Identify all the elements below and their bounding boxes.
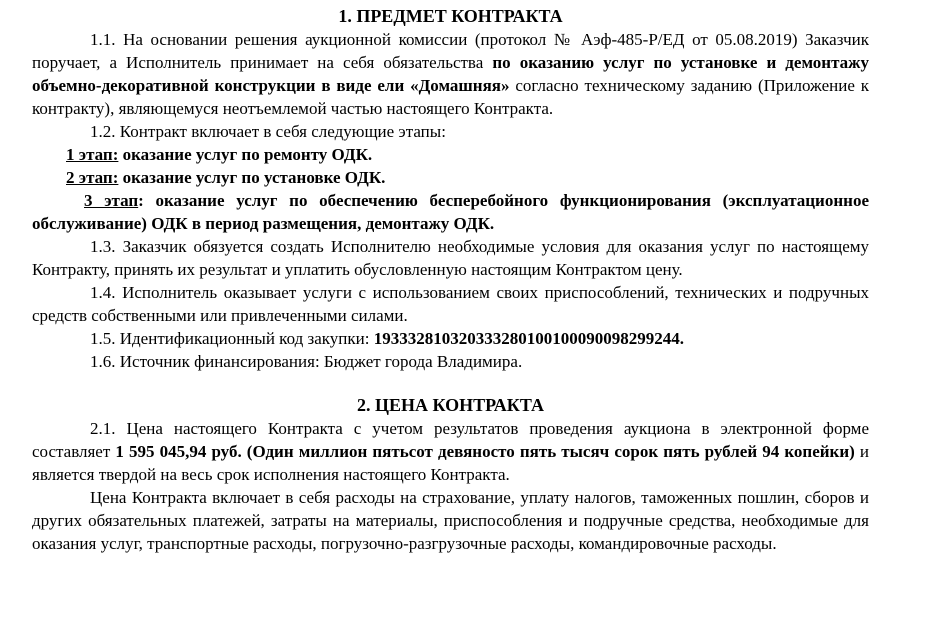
stage-3-label: 3 этап [84,191,139,210]
stage-2-label: 2 этап: [66,168,119,187]
stage-1 [32,143,869,166]
clause-1-1-subject: по оказанию услуг по установке и демонтажу объемно-декоративной конструкции в виде ели «Домашняя» [32,53,869,95]
stage-1-text: оказание услуг по ремонту ОДК. [118,145,373,164]
clause-2-1 [32,417,869,486]
clause-1-1-tail: согласно техническому заданию (Приложение к контракту), являющемуся неотъемлемой частью настоящего Контракта. [32,76,869,118]
contract-price: 1 595 045,94 руб. (Один миллион пятьсот девяносто пять тысяч сорок пять рублей 94 копейки) [115,442,855,461]
clause-2-1-intro: 2.1. Цена настоящего Контракта с учетом результатов проведения аукциона в электронной форме составляет [32,419,869,461]
section-1-title: 1. ПРЕДМЕТ КОНТРАКТА [338,6,563,26]
clause-2-1-tail: и является твердой на весь срок исполнения настоящего Контракта. [32,442,869,484]
procurement-code: 193332810320333280100100090098299244. [373,329,684,348]
clause-1-1 [32,28,869,120]
clause-1-5-label: 1.5. Идентификационный код закупки: [90,329,374,348]
stage-2 [32,166,869,189]
stage-2-text: оказание услуг по установке ОДК. [118,168,386,187]
stage-3 [32,189,869,235]
clause-1-2: 1.2. Контракт включает в себя следующие этапы: [90,122,446,141]
clause-2-2: Цена Контракта включает в себя расходы на страхование, уплату налогов, таможенных пошлин, сборов и других обязательных платежей, затраты на материалы, приспособления и подручные средства, необходимые для оказания услуг, транспортные расходы, погрузочно-разгрузочные расходы, командировочные расходы. [32,488,869,553]
clause-1-1-intro: 1.1. На основании решения аукционной комиссии (протокол № Аэф-485-Р/ЕД от 05.08.2019) Заказчик поручает, а Исполнитель принимает на себя обязательства [32,30,869,72]
contract-document [32,0,869,555]
clause-1-5 [32,327,869,350]
clause-1-6: 1.6. Источник финансирования: Бюджет города Владимира. [90,352,523,371]
clause-1-3: 1.3. Заказчик обязуется создать Исполнителю необходимые условия для оказания услуг по настоящему Контракту, принять их результат и уплатить обусловленную настоящим Контрактом цену. [32,237,869,279]
section-2-title: 2. ЦЕНА КОНТРАКТА [357,395,544,415]
clause-1-4: 1.4. Исполнитель оказывает услуги с использованием своих приспособлений, технических и подручных средств собственными или привлеченными силами. [32,283,869,325]
stage-1-label: 1 этап: [66,145,119,164]
stage-3-text: : оказание услуг по обеспечению бесперебойного функционирования (эксплуатационное обслуживание) ОДК в период размещения, демонтажу ОДК. [32,191,869,233]
